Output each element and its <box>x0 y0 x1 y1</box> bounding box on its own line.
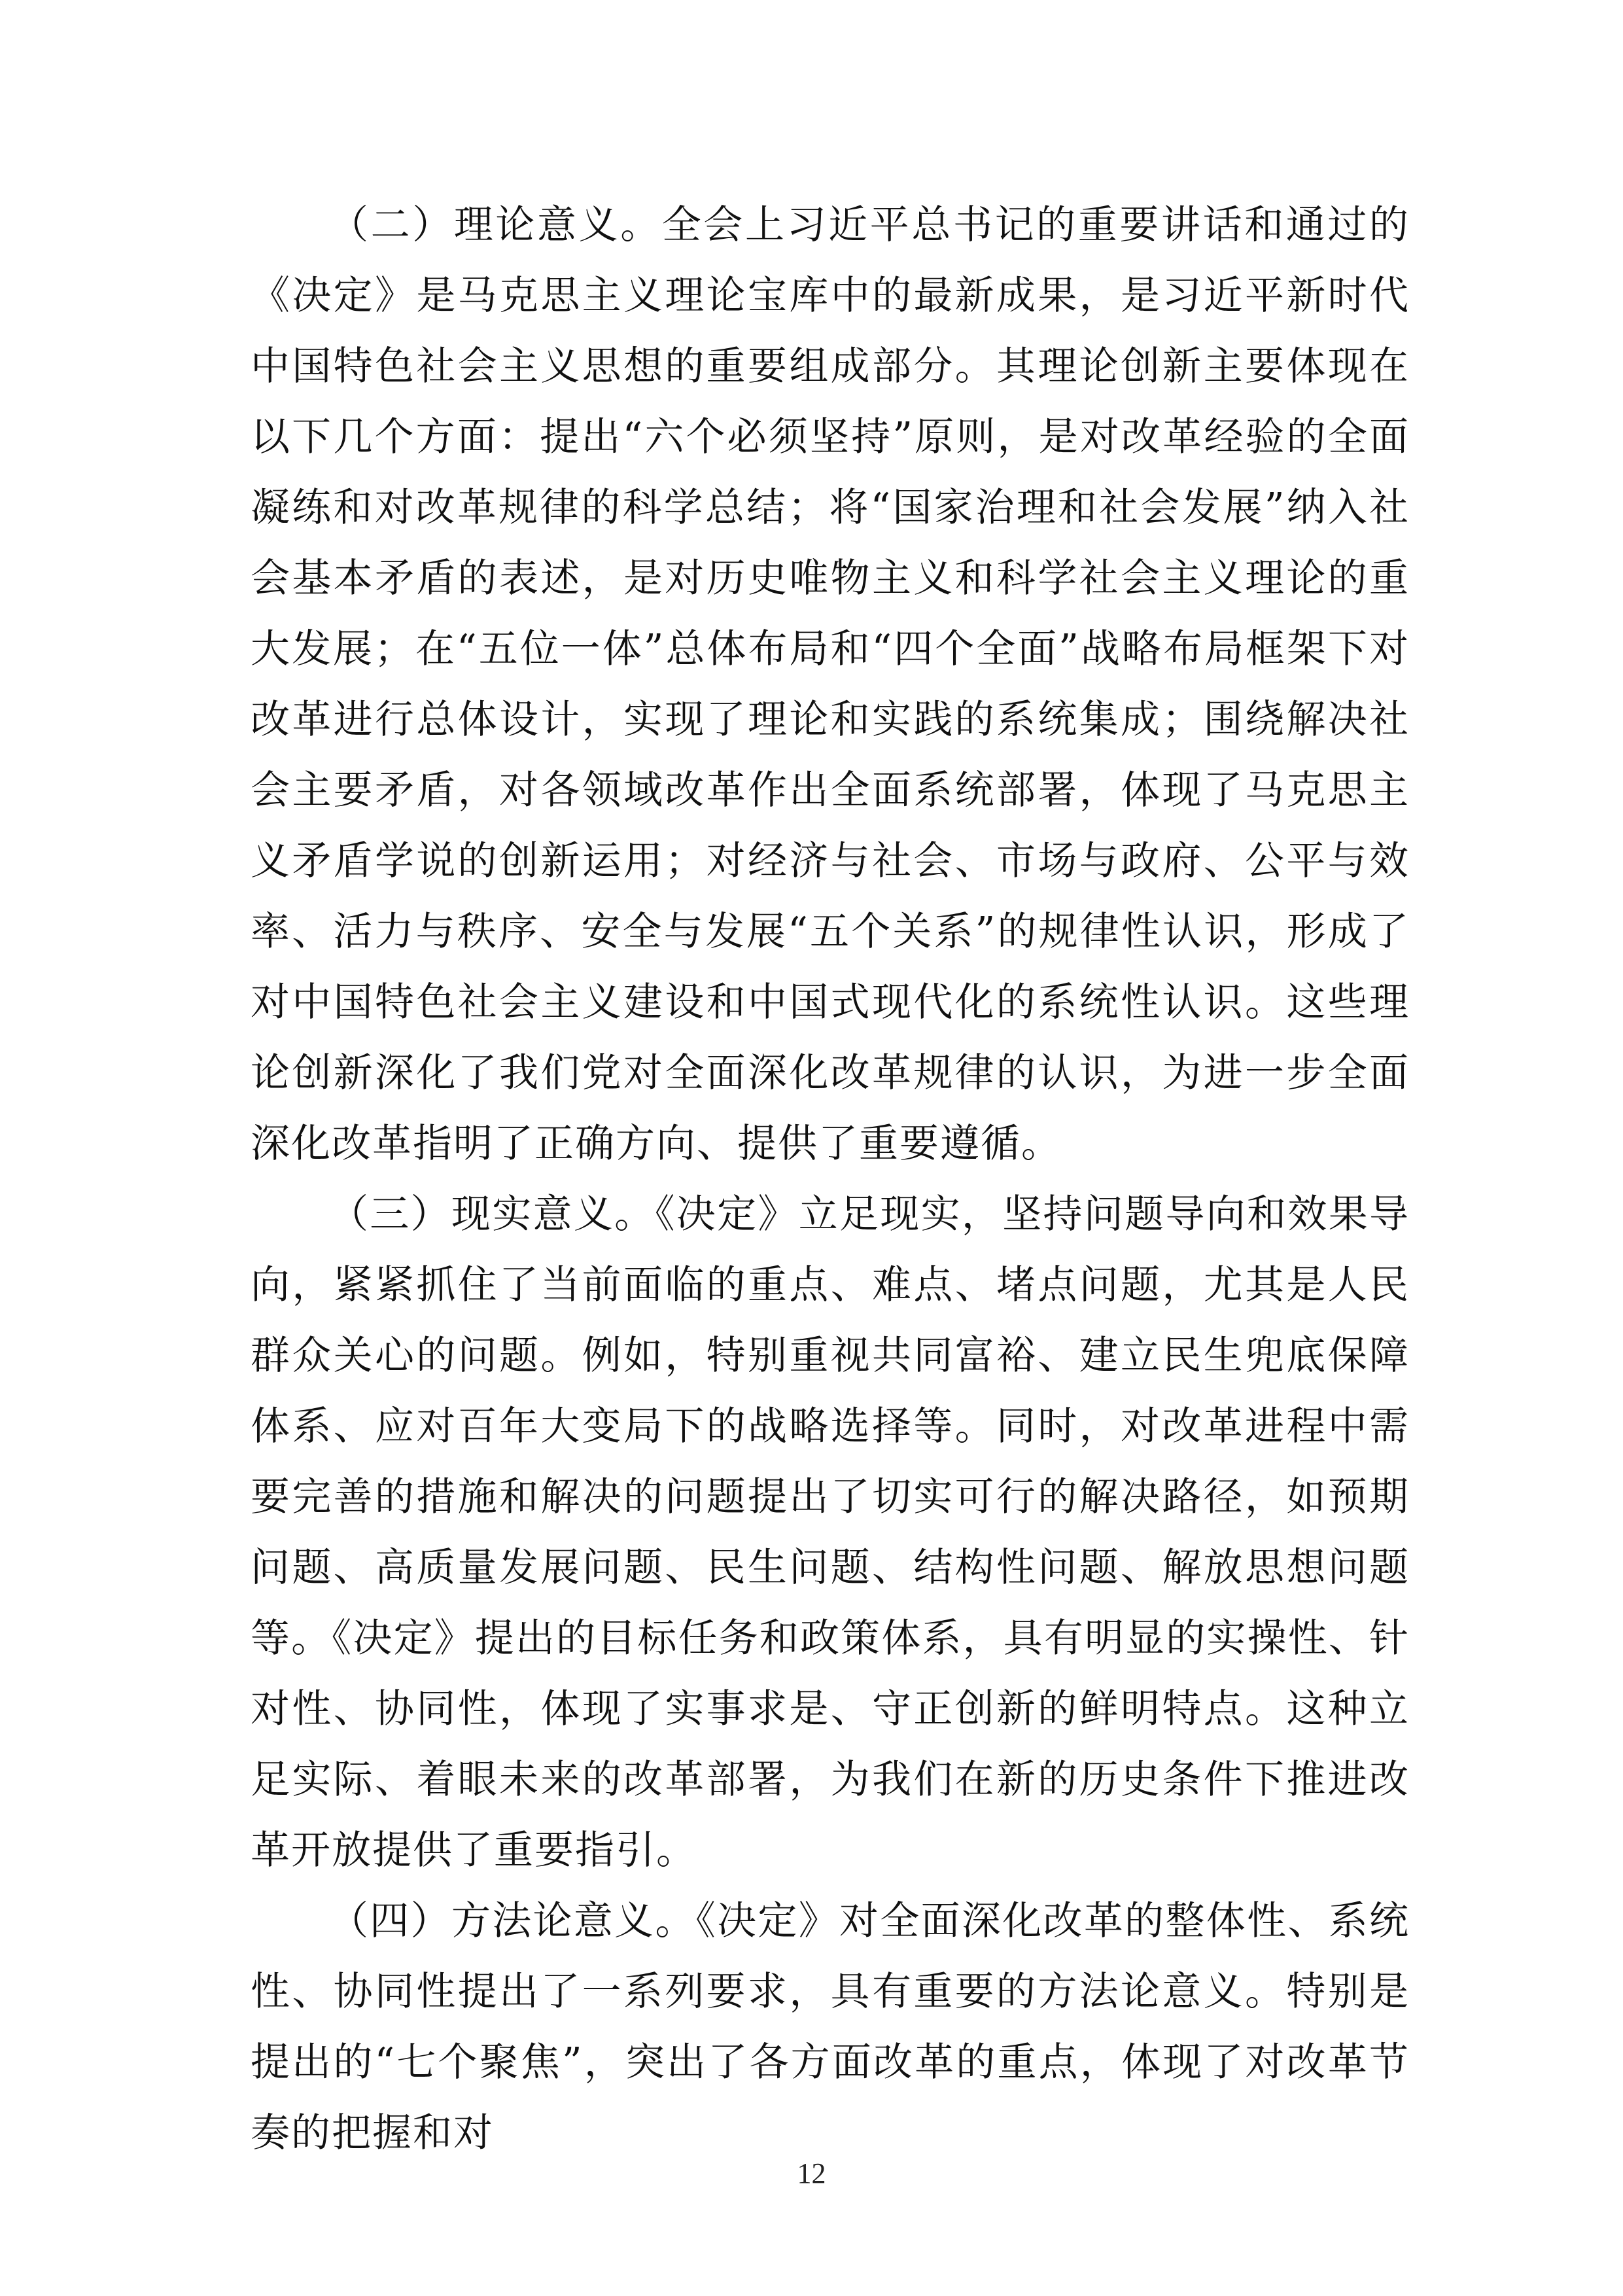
paragraph-theoretical-significance: （二）理论意义。全会上习近平总书记的重要讲话和通过的《决定》是马克思主义理论宝库中的最新成果，是习近平新时代中国特色社会主义思想的重要组成部分。其理论创新主要体现在以下几个方面：提出“六个必须坚持”原则，是对改革经验的全面凝练和对改革规律的科学总结；将“国家治理和社会发展”纳入社会基本矛盾的表述，是对历史唯物主义和科学社会主义理论的重大发展；在“五位一体”总体布局和“四个全面”战略布局框架下对改革进行总体设计，实现了理论和实践的系统集成；围绕解决社会主要矛盾，对各领域改革作出全面系统部署，体现了马克思主义矛盾学说的创新运用；对经济与社会、市场与政府、公平与效率、活力与秩序、安全与发展“五个关系”的规律性认识，形成了对中国特色社会主义建设和中国式现代化的系统性认识。这些理论创新深化了我们党对全面深化改革规律的认识，为进一步全面深化改革指明了正确方向、提供了重要遵循。 <box>251 202 1410 1167</box>
paragraph-practical-significance: （三）现实意义。《决定》立足现实，坚持问题导向和效果导向，紧紧抓住了当前面临的重点、难点、堵点问题，尤其是人民群众关心的问题。例如，特别重视共同富裕、建立民生兜底保障体系、应对百年大变局下的战略选择等。同时，对改革进程中需要完善的措施和解决的问题提出了切实可行的解决路径，如预期问题、高质量发展问题、民生问题、结构性问题、解放思想问题等。《决定》提出的目标任务和政策体系，具有明显的实操性、针对性、协同性，体现了实事求是、守正创新的鲜明特点。这种立足实际、着眼未来的改革部署，为我们在新的历史条件下推进改革开放提供了重要指引。 <box>251 1192 1410 1873</box>
paragraph-methodological-significance: （四）方法论意义。《决定》对全面深化改革的整体性、系统性、协同性提出了一系列要求，具有重要的方法论意义。特别是提出的“七个聚焦”，突出了各方面改革的重点，体现了对改革节奏的把握和对 <box>251 1898 1410 2156</box>
body-text <box>251 190 1410 2168</box>
page-number: 12 <box>797 2157 826 2189</box>
